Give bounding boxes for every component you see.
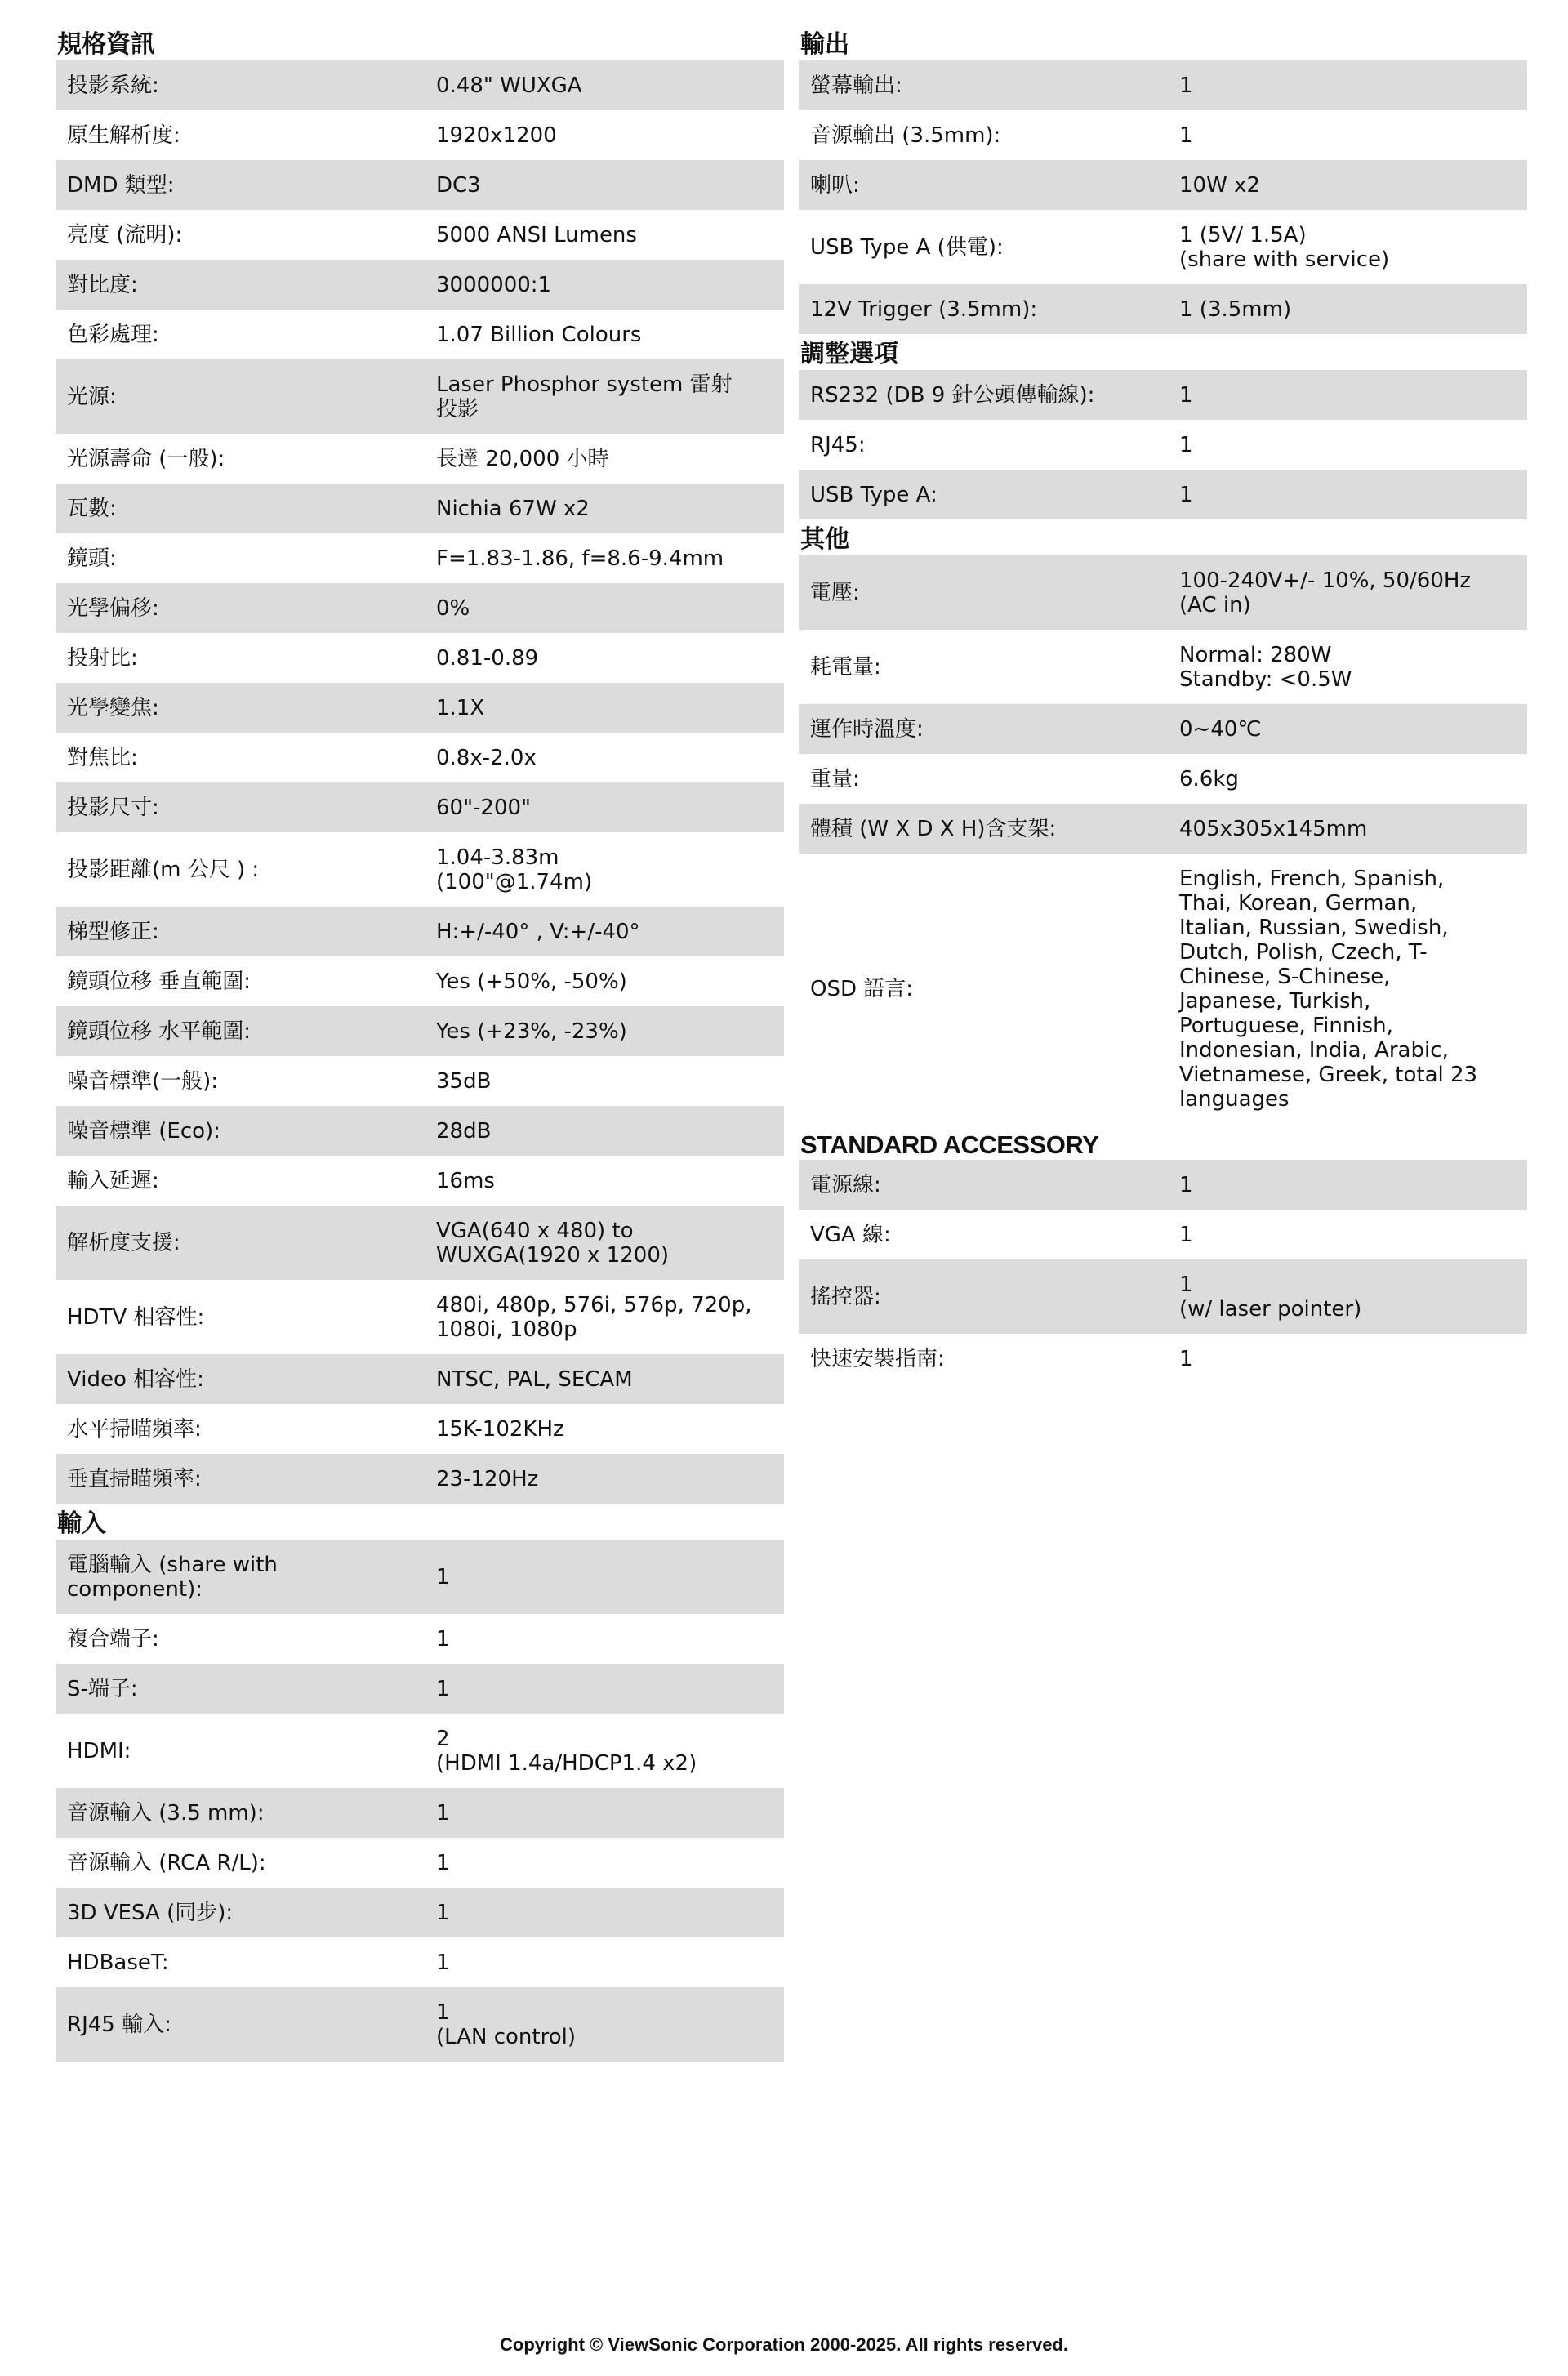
spec-value: 1 (w/ laser pointer)	[1168, 1259, 1527, 1334]
spec-row	[56, 160, 784, 210]
spec-row	[56, 1664, 784, 1714]
spec-value: 1 (3.5mm)	[1168, 284, 1527, 334]
spec-value: 1	[425, 1888, 784, 1937]
spec-label: 喇叭:	[799, 160, 1168, 210]
spec-label: HDTV 相容性:	[67, 1305, 205, 1330]
spec-label: 垂直掃瞄頻率:	[56, 1454, 425, 1504]
right-section-0	[799, 25, 1527, 334]
spec-row	[56, 1280, 784, 1354]
spec-value: 15K-102KHz	[436, 1417, 564, 1442]
spec-row	[799, 1160, 1527, 1210]
spec-label: 音源輸入 (3.5 mm):	[56, 1788, 425, 1838]
spec-label: USB Type A (供電):	[810, 235, 1004, 260]
left-spec-column	[56, 25, 784, 2062]
spec-label: 亮度 (流明):	[67, 223, 183, 247]
spec-value: Yes (+50%, -50%)	[436, 970, 627, 994]
spec-value: Laser Phosphor system 雷射 投影	[425, 359, 784, 434]
spec-row	[56, 1838, 784, 1888]
spec-table	[56, 60, 784, 1504]
spec-row	[799, 1334, 1527, 1384]
spec-label: 電壓:	[799, 555, 1168, 630]
spec-row	[56, 1404, 784, 1454]
spec-row	[56, 260, 784, 310]
spec-label: VGA 線:	[810, 1223, 891, 1247]
spec-value: 60"-200"	[425, 782, 784, 832]
spec-label: 光學偏移:	[56, 583, 425, 633]
spec-value: 1	[1179, 1223, 1193, 1247]
spec-table	[799, 1160, 1527, 1384]
spec-row	[56, 1614, 784, 1664]
spec-label: 色彩處理:	[67, 323, 159, 347]
spec-value: 1	[1168, 60, 1527, 110]
right-section-2	[799, 519, 1527, 1124]
spec-value: Yes (+23%, -23%)	[425, 1006, 784, 1056]
spec-row	[56, 1006, 784, 1056]
spec-label: S-端子:	[56, 1664, 425, 1714]
spec-value: 1	[436, 1851, 450, 1875]
spec-label: RS232 (DB 9 針公頭傳輸線):	[799, 370, 1168, 420]
spec-label: 螢幕輸出:	[799, 60, 1168, 110]
spec-row	[799, 210, 1527, 284]
spec-value: 1	[436, 1627, 450, 1652]
spec-value: 1 (LAN control)	[425, 1987, 784, 2062]
spec-value: 1	[1179, 1347, 1193, 1371]
spec-value: 1 (5V/ 1.5A) (share with service)	[1179, 223, 1390, 272]
spec-label: 鏡頭位移 垂直範圍:	[67, 970, 252, 994]
spec-row	[56, 1540, 784, 1614]
spec-row	[799, 420, 1527, 470]
spec-row	[56, 1106, 784, 1156]
spec-label: 快速安裝指南:	[810, 1347, 945, 1371]
spec-value: 1	[1179, 433, 1193, 457]
spec-label: 運作時溫度:	[799, 704, 1168, 754]
spec-row	[56, 1056, 784, 1106]
spec-label: 投射比:	[67, 646, 138, 671]
spec-label: 原生解析度:	[67, 123, 180, 148]
spec-label: 梯型修正:	[56, 907, 425, 956]
spec-label: 對焦比:	[67, 746, 138, 770]
spec-table	[799, 60, 1527, 334]
spec-value: English, French, Spanish, Thai, Korean, German, Italian, Russian, Swedish, Dutch, Polish, Czech, T- Chinese, S-Chinese, Japanese, Turkish, Portuguese, Finnish, Indonesian, India, Arabic, Vietnamese, Greek, total 23 languages	[1179, 867, 1478, 1112]
spec-row	[56, 956, 784, 1006]
spec-label: 投影系統:	[56, 60, 425, 110]
spec-value: Nichia 67W x2	[425, 484, 784, 533]
spec-row	[56, 533, 784, 583]
spec-value: 0.8x-2.0x	[436, 746, 537, 770]
spec-label: 投影距離(m 公尺 ) :	[67, 858, 260, 882]
spec-row	[56, 1156, 784, 1206]
spec-row	[56, 832, 784, 907]
spec-value: 1.07 Billion Colours	[436, 323, 642, 347]
section-title: 規格資訊	[57, 30, 155, 59]
spec-value: 35dB	[436, 1069, 492, 1094]
spec-value: 0.81-0.89	[436, 646, 539, 671]
spec-label: 對比度:	[56, 260, 425, 310]
spec-table	[799, 370, 1527, 519]
spec-row	[56, 1987, 784, 2062]
spec-label: 解析度支援:	[56, 1206, 425, 1280]
spec-label: 光源:	[56, 359, 425, 434]
spec-value: 1	[1168, 370, 1527, 420]
section-title: 輸出	[800, 30, 849, 59]
spec-label: 噪音標準(一般):	[67, 1069, 219, 1094]
section-title: STANDARD ACCESSORY	[800, 1130, 1099, 1159]
spec-row	[56, 733, 784, 782]
spec-row	[56, 310, 784, 359]
spec-value: 0~40℃	[1168, 704, 1527, 754]
spec-label: Video 相容性:	[56, 1354, 425, 1404]
spec-row	[56, 359, 784, 434]
right-section-1	[799, 334, 1527, 519]
spec-label: 投影尺寸:	[56, 782, 425, 832]
spec-label: 輸入延遲:	[67, 1169, 159, 1193]
spec-table	[56, 1540, 784, 2062]
spec-label: 重量:	[810, 767, 860, 791]
spec-label: 音源輸出 (3.5mm):	[810, 123, 1001, 148]
spec-row	[56, 1206, 784, 1280]
spec-row	[56, 60, 784, 110]
spec-row	[56, 583, 784, 633]
spec-label: 12V Trigger (3.5mm):	[799, 284, 1168, 334]
spec-row	[799, 60, 1527, 110]
spec-value: 100-240V+/- 10%, 50/60Hz (AC in)	[1168, 555, 1527, 630]
spec-row	[56, 1354, 784, 1404]
spec-row	[799, 470, 1527, 519]
spec-row	[56, 782, 784, 832]
section-title: 調整選項	[800, 340, 898, 368]
spec-label: 複合端子:	[67, 1627, 159, 1652]
spec-value: 23-120Hz	[425, 1454, 784, 1504]
spec-label: 水平掃瞄頻率:	[67, 1417, 202, 1442]
spec-label: 體積 (W X D X H)含支架:	[799, 804, 1168, 854]
spec-row	[799, 1259, 1527, 1334]
spec-label: 瓦數:	[56, 484, 425, 533]
right-spec-column	[799, 25, 1527, 1384]
spec-value: 0%	[425, 583, 784, 633]
spec-row	[56, 110, 784, 160]
spec-value: 405x305x145mm	[1168, 804, 1527, 854]
spec-row	[799, 1210, 1527, 1259]
spec-value: 10W x2	[1168, 160, 1527, 210]
spec-value: 1	[1168, 1160, 1527, 1210]
spec-value: H:+/-40° , V:+/-40°	[425, 907, 784, 956]
spec-row	[56, 1888, 784, 1937]
spec-row	[56, 907, 784, 956]
spec-label: 鏡頭位移 水平範圍:	[56, 1006, 425, 1056]
spec-row	[799, 370, 1527, 420]
spec-value: VGA(640 x 480) to WUXGA(1920 x 1200)	[425, 1206, 784, 1280]
spec-value: 1	[425, 1540, 784, 1614]
spec-label: 耗電量:	[810, 655, 881, 680]
spec-label: 搖控器:	[799, 1259, 1168, 1334]
spec-row	[799, 160, 1527, 210]
spec-value: 5000 ANSI Lumens	[436, 223, 637, 247]
spec-row	[799, 630, 1527, 704]
spec-label: RJ45:	[810, 433, 866, 457]
spec-row	[56, 1788, 784, 1838]
spec-label: USB Type A:	[799, 470, 1168, 519]
spec-label: RJ45 輸入:	[56, 1987, 425, 2062]
spec-row	[56, 1937, 784, 1987]
spec-label: DMD 類型:	[56, 160, 425, 210]
spec-row	[56, 210, 784, 260]
spec-row	[799, 854, 1527, 1124]
spec-value: 1	[436, 1950, 450, 1975]
spec-value: 1	[425, 1788, 784, 1838]
spec-row	[799, 110, 1527, 160]
spec-row	[56, 1454, 784, 1504]
spec-value: 1	[1168, 470, 1527, 519]
spec-row	[56, 484, 784, 533]
spec-label: HDMI:	[67, 1739, 131, 1763]
spec-label: 鏡頭:	[67, 546, 117, 571]
spec-row	[56, 1714, 784, 1788]
spec-value: 28dB	[425, 1106, 784, 1156]
spec-value: Normal: 280W Standby: <0.5W	[1179, 643, 1352, 692]
spec-value: 1920x1200	[436, 123, 557, 148]
spec-row	[799, 754, 1527, 804]
spec-row	[56, 434, 784, 484]
spec-label: 音源輸入 (RCA R/L):	[67, 1851, 266, 1875]
copyright-footer: Copyright © ViewSonic Corporation 2000-2025. All rights reserved.	[500, 2334, 1068, 2355]
spec-value: 1	[425, 1664, 784, 1714]
spec-label: 電源線:	[799, 1160, 1168, 1210]
spec-label: OSD 語言:	[810, 977, 914, 1001]
spec-value: 6.6kg	[1179, 767, 1239, 791]
spec-row	[799, 284, 1527, 334]
spec-value: DC3	[425, 160, 784, 210]
section-title: 輸入	[57, 1509, 106, 1538]
spec-value: 480i, 480p, 576i, 576p, 720p, 1080i, 1080p	[436, 1293, 752, 1342]
spec-label: 電腦輸入 (share with component):	[56, 1540, 425, 1614]
spec-value: 3000000:1	[425, 260, 784, 310]
spec-label: HDBaseT:	[67, 1950, 169, 1975]
spec-value: 長達 20,000 小時	[436, 447, 609, 471]
section-title: 其他	[800, 525, 849, 554]
spec-value: 1.04-3.83m (100"@1.74m)	[436, 845, 593, 894]
spec-value: 16ms	[436, 1169, 495, 1193]
spec-row	[56, 683, 784, 733]
spec-value: F=1.83-1.86, f=8.6-9.4mm	[436, 546, 724, 571]
spec-label: 光學變焦:	[56, 683, 425, 733]
spec-value: 0.48" WUXGA	[425, 60, 784, 110]
spec-label: 光源壽命 (一般):	[67, 447, 225, 471]
spec-value: 1.1X	[425, 683, 784, 733]
spec-value: 2 (HDMI 1.4a/HDCP1.4 x2)	[436, 1727, 697, 1776]
right-section-3	[799, 1124, 1527, 1384]
spec-label: 噪音標準 (Eco):	[56, 1106, 425, 1156]
left-section-0	[56, 25, 784, 1504]
spec-value: NTSC, PAL, SECAM	[425, 1354, 784, 1404]
spec-row	[799, 555, 1527, 630]
spec-label: 3D VESA (同步):	[56, 1888, 425, 1937]
left-section-1	[56, 1504, 784, 2062]
spec-table	[799, 555, 1527, 1124]
spec-row	[799, 704, 1527, 754]
spec-row	[56, 633, 784, 683]
spec-row	[799, 804, 1527, 854]
spec-value: 1	[1179, 123, 1193, 148]
